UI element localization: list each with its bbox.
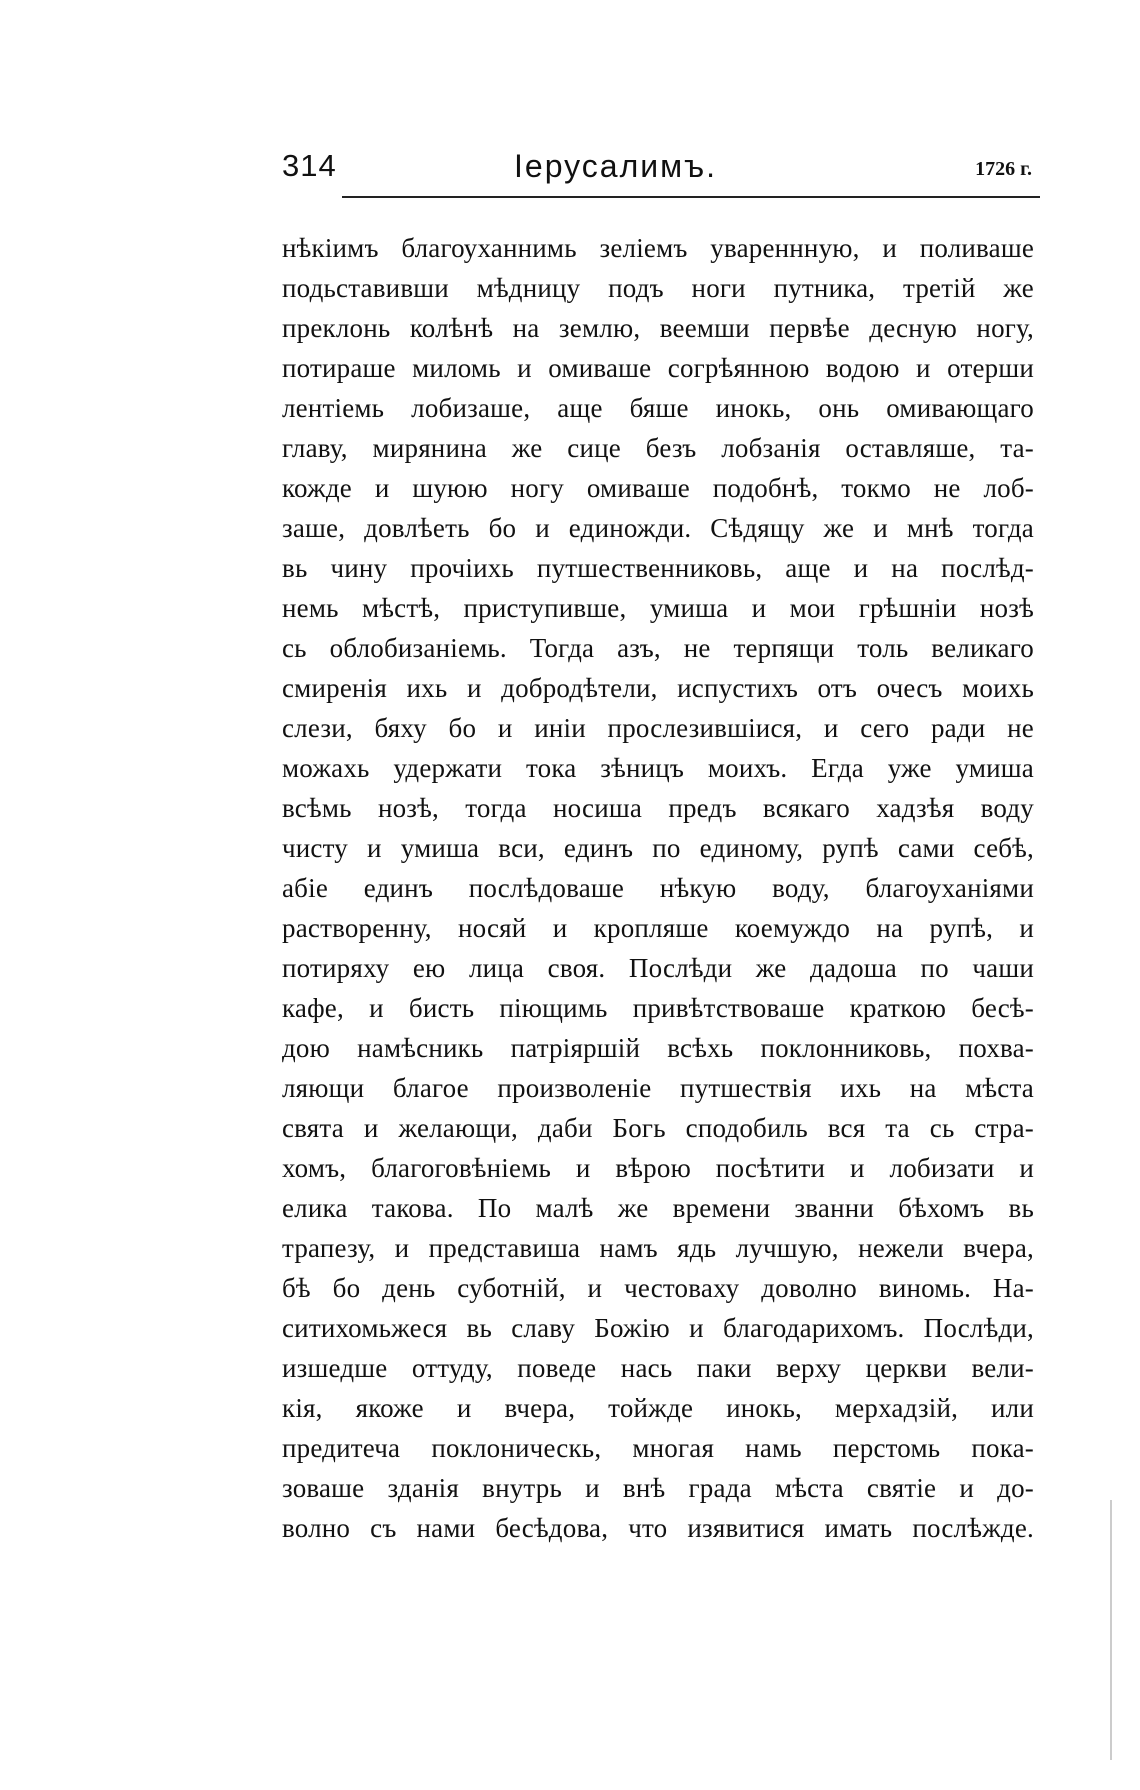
text-line: изшедше оттуду, поведе нась паки верху церкви вели- [282,1353,1034,1383]
running-title: Іерусалимъ. [514,148,717,184]
text-line: лентіемь лобизаше, аще бяше инокь, онь омивающаго [282,393,1034,423]
text-line: всѣмь нозѣ, тогда носиша предъ всякаго хадзѣя воду [282,793,1034,823]
text-line: ляющи благое произволеніе путшествія ихь на мѣста [282,1073,1034,1103]
page-header [282,148,1040,200]
text-line: трапезу, и представиша намъ ядь лучшую, нежели вчера, [282,1233,1034,1263]
text-line: немь мѣстѣ, приступивше, умиша и мои грѣшніи нозѣ [282,593,1034,623]
page-edge-mark [1110,1500,1112,1760]
page-number: 314 [282,148,337,183]
body-text [282,228,1034,1548]
text-line: чисту и умиша вси, единъ по единому, рупѣ сами себѣ, [282,833,1034,863]
text-line: слези, бяху бо и иніи прослезившіися, и сего ради не [282,713,1034,743]
text-line: хомъ, благоговѣніемь и вѣрою посѣтити и лобизати и [282,1153,1034,1183]
text-line: потиряху ею лица своя. Послѣди же дадоша по чаши [282,953,1034,983]
text-line: сь облобизаніемь. Тогда азъ, не терпящи толь великаго [282,633,1034,663]
text-line: заше, довлѣеть бо и единожди. Сѣдящу же и мнѣ тогда [282,513,1034,543]
text-line: вь чину прочіихь путшественниковь, аще и на послѣд- [282,553,1034,583]
text-line: зоваше зданія внутрь и внѣ града мѣста святіе и до- [282,1473,1034,1503]
text-line: можахь удержати тока зѣницъ моихъ. Егда уже умиша [282,753,1034,783]
text-line: нѣкіимъ благоуханнимь зеліемъ увареннную, и поливаше [282,233,1034,263]
header-rule [342,196,1040,198]
text-line: потираше миломь и омиваше согрѣянною водою и отерши [282,353,1034,383]
text-line: кія, якоже и вчера, тойжде инокь, мерхадзій, или [282,1393,1034,1423]
text-line: смиренія ихь и добродѣтели, испустихъ отъ очесъ моихь [282,673,1034,703]
text-line: волно съ нами бесѣдова, что изявитися имать послѣжде. [282,1513,1034,1543]
text-line: бѣ бо день суботній, и честоваху доволно виномь. На- [282,1273,1034,1303]
text-line: елика такова. По малѣ же времени званни бѣхомъ вь [282,1193,1034,1223]
text-line: абіе единъ послѣдоваше нѣкую воду, благоуханіями [282,873,1034,903]
text-line: растворенну, носяй и кропляше коемуждо на рупѣ, и [282,913,1034,943]
text-line: ситихомьжеся вь славу Божію и благодарихомъ. Послѣди, [282,1313,1034,1343]
text-line: главу, мирянина же сице безъ лобзанія оставляше, та- [282,433,1034,463]
year-marker: 1726 г. [975,158,1032,180]
text-line: подьставивши мѣдницу подъ ноги путника, третій же [282,273,1034,303]
text-line: кафе, и бисть піющимь привѣтствоваше краткою бесѣ- [282,993,1034,1023]
text-line: преклонь колѣнѣ на землю, веемши первѣе десную ногу, [282,313,1034,343]
text-line: свята и желающи, даби Богь сподобиль вся та сь стра- [282,1113,1034,1143]
text-line: дою намѣсникь патріяршій всѣхь поклонниковь, похва- [282,1033,1034,1063]
text-line: предитеча поклоническь, многая намь перстомь пока- [282,1433,1034,1463]
text-line: кожде и шуюю ногу омиваше подобнѣ, токмо не лоб- [282,473,1034,503]
